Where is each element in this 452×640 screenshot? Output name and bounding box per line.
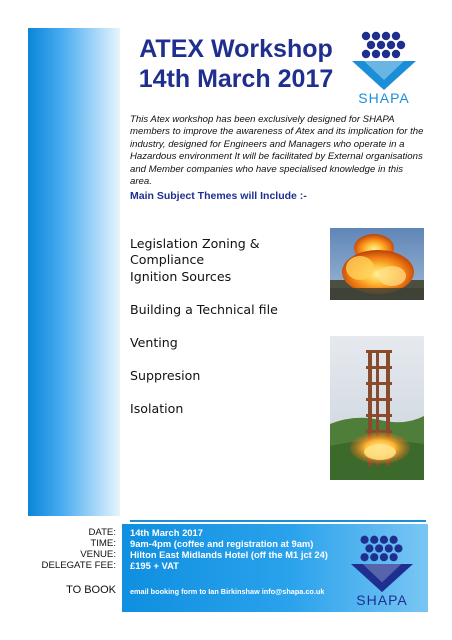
title-line-1: ATEX Workshop	[139, 35, 333, 63]
theme-item: Venting	[130, 335, 178, 350]
venue-label: VENUE:	[80, 549, 116, 560]
shapa-logo-bottom	[344, 532, 420, 612]
theme-item: Suppresion	[130, 368, 201, 383]
info-divider	[130, 520, 426, 522]
booking-email-text: email booking form to Ian Birkinshaw info@shapa.co.uk	[130, 587, 325, 596]
theme-item: Ignition Sources	[130, 269, 232, 284]
theme-item: Legislation Zoning & Compliance	[130, 236, 260, 267]
to-book-label: TO BOOK	[66, 584, 116, 596]
theme-item: Building a Technical file	[130, 302, 278, 317]
date-value: 14th March 2017	[130, 527, 203, 538]
side-gradient-bar	[28, 28, 120, 516]
date-label: DATE:	[88, 527, 116, 538]
test-tower-photo	[330, 336, 424, 480]
shapa-logo-top	[346, 28, 422, 108]
time-label: TIME:	[90, 538, 116, 549]
title-line-2: 14th March 2017	[138, 65, 334, 93]
shapa-logo-text: SHAPA	[356, 592, 408, 608]
time-value: 9am-4pm (coffee and registration at 9am)	[130, 538, 314, 549]
shapa-logo-icon	[344, 532, 420, 594]
intro-paragraph: This Atex workshop has been exclusively designed for SHAPA members to improve the awareness of Atex and its implication for the industry, designed for Engineers and Managers who operate in a Hazardous environment It will be facilitated by External organisations and Member companies who have specialised knowledge in this area.	[130, 114, 424, 188]
venue-value: Hilton East Midlands Hotel (off the M1 jct 24)	[130, 549, 328, 560]
themes-heading: Main Subject Themes will Include :-	[130, 190, 307, 202]
explosion-photo	[330, 228, 424, 300]
theme-item: Isolation	[130, 401, 184, 416]
shapa-logo-text: SHAPA	[358, 90, 410, 106]
shapa-logo-icon	[346, 28, 422, 92]
fee-label: DELEGATE FEE:	[41, 560, 116, 571]
fee-value: £195 + VAT	[130, 560, 179, 571]
